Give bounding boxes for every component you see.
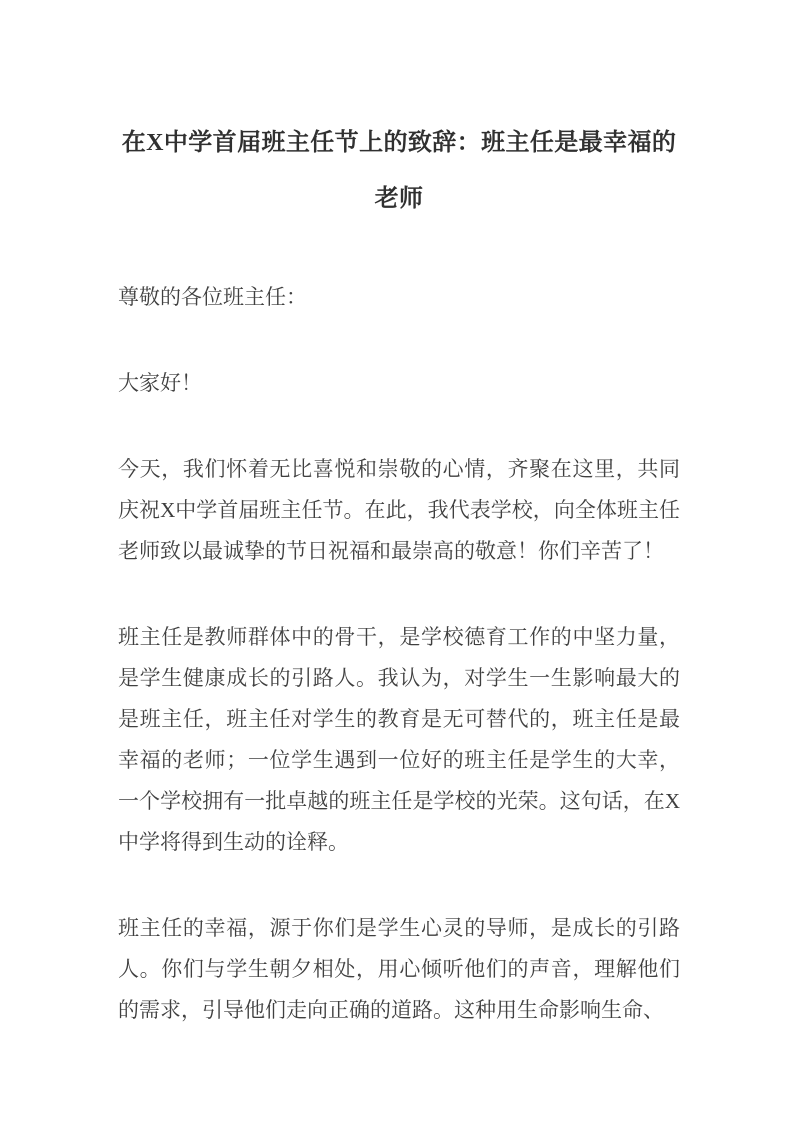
greeting-line: 大家好！	[118, 371, 202, 395]
paragraph: 班主任的幸福，源于你们是学生心灵的导师，是成长的引路人。你们与学生朝夕相处，用心倾听他们的声音，理解他们的需求，引导他们走向正确的道路。这种用生命影响生命、	[118, 916, 680, 1022]
paragraph: 班主任是教师群体中的骨干，是学校德育工作的中坚力量，是学生健康成长的引路人。我认为，对学生一生影响最大的是班主任，班主任对学生的教育是无可替代的，班主任是最幸福的老师；一位学生遇到一位好的班主任是学生的大幸，一个学校拥有一批卓越的班主任是学校的光荣。这句话，在X中学将得到生动的诠释。	[118, 625, 680, 854]
document-title: 在X中学首届班主任节上的致辞：班主任是最幸福的老师	[121, 130, 677, 212]
salutation-line: 尊敬的各位班主任：	[118, 285, 307, 309]
paragraph: 今天，我们怀着无比喜悦和崇敬的心情，齐聚在这里，共同庆祝X中学首届班主任节。在此，我代表学校，向全体班主任老师致以最诚挚的节日祝福和最崇高的敬意！你们辛苦了！	[118, 457, 680, 563]
